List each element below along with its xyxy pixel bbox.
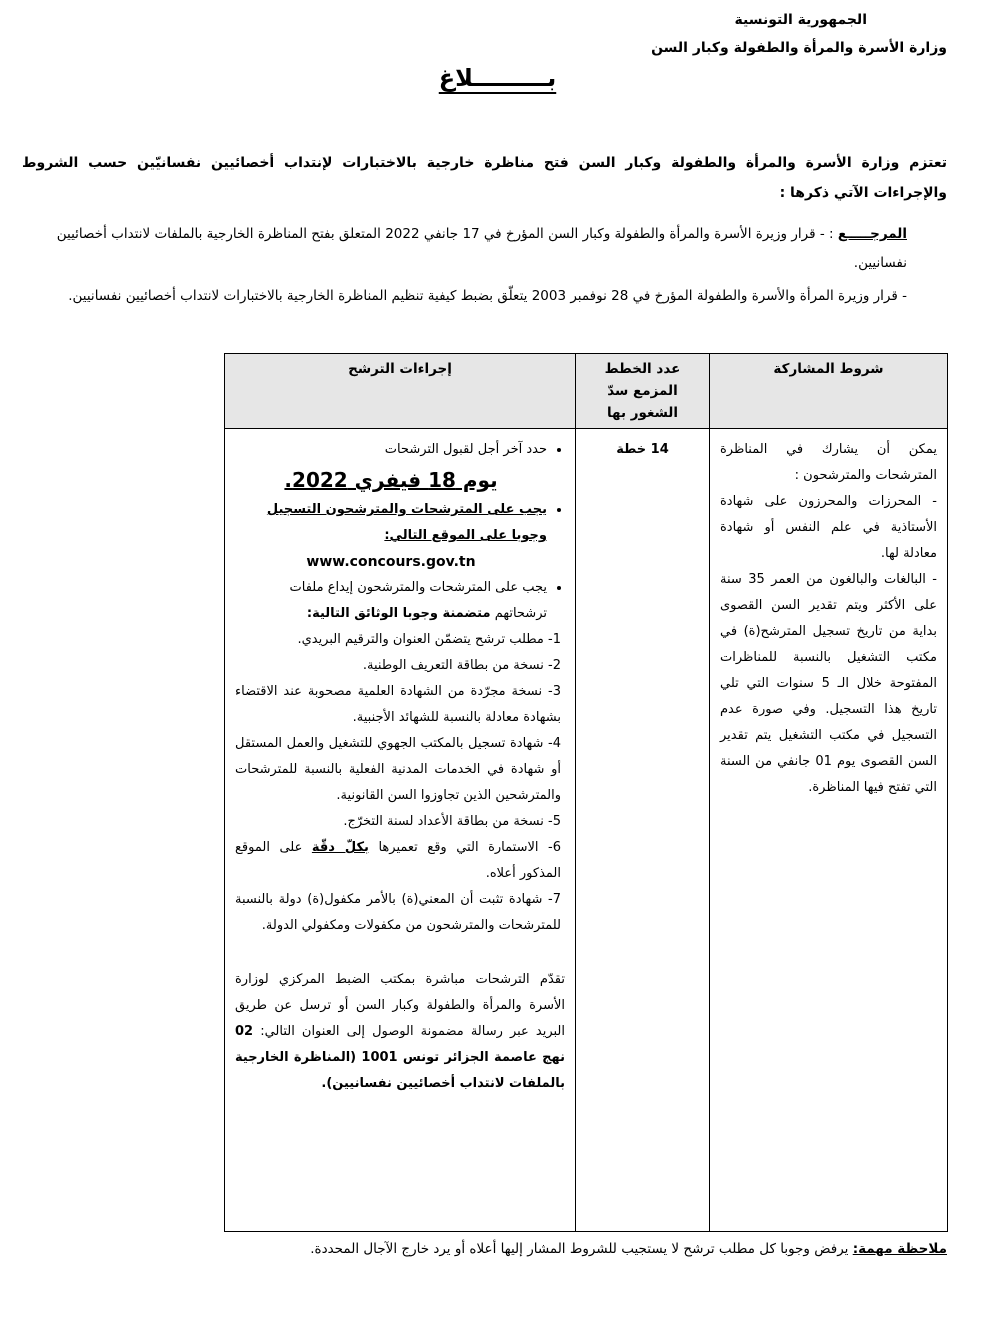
header-positions: عدد الخطط المزمع سدّ الشغور بها bbox=[576, 354, 710, 429]
positions-cell bbox=[576, 429, 710, 1232]
condition-age: - البالغات والبالغون من العمر 35 سنة على الأكثر ويتم تقدير السن القصوى بداية من تاريخ تسجيل المترشح(ة) في مكتب التشغيل بالنسبة للمناظرات المفتوحة خلال الـ 5 سنوات التي تلي تاريخ هذا التسجيل. وفي صورة عدم التسجيل في مكتب التشغيل يتم تقدير السن القصوى يوم 01 جانفي من السنة التي تفتح فيها المناظرة. bbox=[720, 572, 937, 795]
document-6-emphasis: بكلّ دقّة bbox=[311, 840, 369, 855]
document-7: 7- شهادة تثبت أن المعني(ة) بالأمر مكفول(ة) دولة بالنسبة للمترشحات والمترشحون من مكفولات ومكفولي الدولة. bbox=[235, 892, 561, 933]
conditions-table bbox=[224, 353, 948, 1232]
table-header-row bbox=[225, 354, 948, 429]
deposit-item bbox=[235, 575, 547, 627]
document-2: 2- نسخة من بطاقة التعريف الوطنية. bbox=[362, 658, 561, 673]
positions-count: 14 خطة bbox=[616, 442, 669, 457]
document-5: 5- نسخة من بطاقة الأعداد لسنة التخرّج. bbox=[343, 814, 561, 829]
website-link[interactable]: www.concours.gov.tn bbox=[306, 554, 476, 570]
ministry-name: وزارة الأسرة والمرأة والطفولة وكبار السن bbox=[651, 40, 947, 56]
document-6-text-a: 6- الاستمارة التي وقع تعميرها bbox=[378, 840, 561, 855]
deadline-item bbox=[235, 437, 547, 497]
procedures-list bbox=[235, 437, 565, 627]
republic-name: الجمهورية التونسية bbox=[734, 12, 867, 28]
page-title bbox=[0, 64, 995, 92]
documents-list bbox=[235, 627, 565, 939]
document-6-text-c: على الموقع المذكور أعلاه. bbox=[235, 840, 561, 881]
header-procedures: إجراءات الترشح bbox=[225, 354, 576, 429]
submission-address: 02 نهج عاصمة الجزائر تونس 1001 (المناظرة الخارجية بالملفات لانتداب أخصائيين نفسانيين). bbox=[235, 1024, 566, 1091]
deadline-label: حدد آخر أجل لقبول الترشحات bbox=[384, 442, 547, 457]
submission-paragraph bbox=[235, 967, 565, 1097]
reference-label: المرجـــــع bbox=[837, 226, 907, 242]
note-text: يرفض وجوبا كل مطلب ترشح لا يستجيب للشروط المشار إليها أعلاه أو يرد خارج الآجال المحددة. bbox=[310, 1241, 849, 1257]
document-4: 4- شهادة تسجيل بالمكتب الجهوي للتشغيل والعمل المستقل أو شهادة في الخدمات المدنية الفعلية بالنسبة للمترشحات والمترشحين الذين تجاوزوا السن القانونية. bbox=[235, 736, 561, 803]
condition-degree: - المحرزات والمحرزون على شهادة الأستاذية في علم النفس أو شهادة معادلة لها. bbox=[720, 494, 937, 561]
procedures-cell bbox=[225, 429, 576, 1232]
reference-item-1 bbox=[22, 220, 907, 278]
important-note bbox=[247, 1237, 947, 1261]
reference-section bbox=[22, 220, 907, 315]
condition-intro: يمكن أن يشارك في المناظرة المترشحات والمترشحون : bbox=[720, 442, 937, 483]
reference-text-1: : - قرار وزيرة الأسرة والمرأة والطفولة وكبار السن المؤرخ في 17 جانفي 2022 المتعلق بفتح المناظرة الخارجية بالملفات لانتداب أخصائيين نفسانيين. bbox=[56, 226, 907, 271]
header-conditions: شروط المشاركة bbox=[710, 354, 948, 429]
note-label: ملاحظة مهمة: bbox=[852, 1241, 947, 1257]
ministry-header bbox=[547, 6, 947, 62]
submission-text: تقدّم الترشحات مباشرة بمكتب الضبط المركزي لوزارة الأسرة والمرأة والطفولة وكبار السن أو ترسل عن طريق البريد عبر رسالة مضمونة الوصول إلى العنوان التالي: bbox=[235, 972, 565, 1039]
document-1: 1- مطلب ترشح يتضمّن العنوان والترقيم البريدي. bbox=[297, 632, 561, 647]
document-3: 3- نسخة مجرّدة من الشهادة العلمية مصحوبة عند الاقتضاء بشهادة معادلة بالنسبة للشهائد الأجنبية. bbox=[235, 684, 561, 725]
deposit-text: يجب على المترشحات والمترشحون إيداع ملفات ترشحاتهم bbox=[289, 580, 547, 621]
register-text: يجب على المترشحات والمترشحون التسجيل وجوبا على الموقع التالي: bbox=[266, 502, 547, 543]
intro-paragraph: تعتزم وزارة الأسرة والمرأة والطفولة وكبار السن فتح مناظرة خارجية بالاختبارات لإنتداب أخصائيين نفسانيّين حسب الشروط والإجراءات الآتي ذكرها : bbox=[22, 155, 947, 201]
deposit-required: متضمنة وجوبا الوثائق التالية: bbox=[306, 606, 491, 621]
document-6 bbox=[235, 835, 565, 887]
reference-item-2: - قرار وزيرة المرأة والأسرة والطفولة المؤرخ في 28 نوفمبر 2003 يتعلّق بضبط كيفية تنظيم المناظرة الخارجية بالاختبارات لانتداب أخصائيين نفسانيين. bbox=[68, 288, 907, 304]
deadline-date: يوم 18 فيفري 2022. bbox=[284, 468, 498, 492]
register-item bbox=[235, 497, 547, 575]
table-row bbox=[225, 429, 948, 1232]
conditions-cell bbox=[710, 429, 948, 1232]
announcement-title: بـــــــــلاغ bbox=[438, 64, 557, 92]
